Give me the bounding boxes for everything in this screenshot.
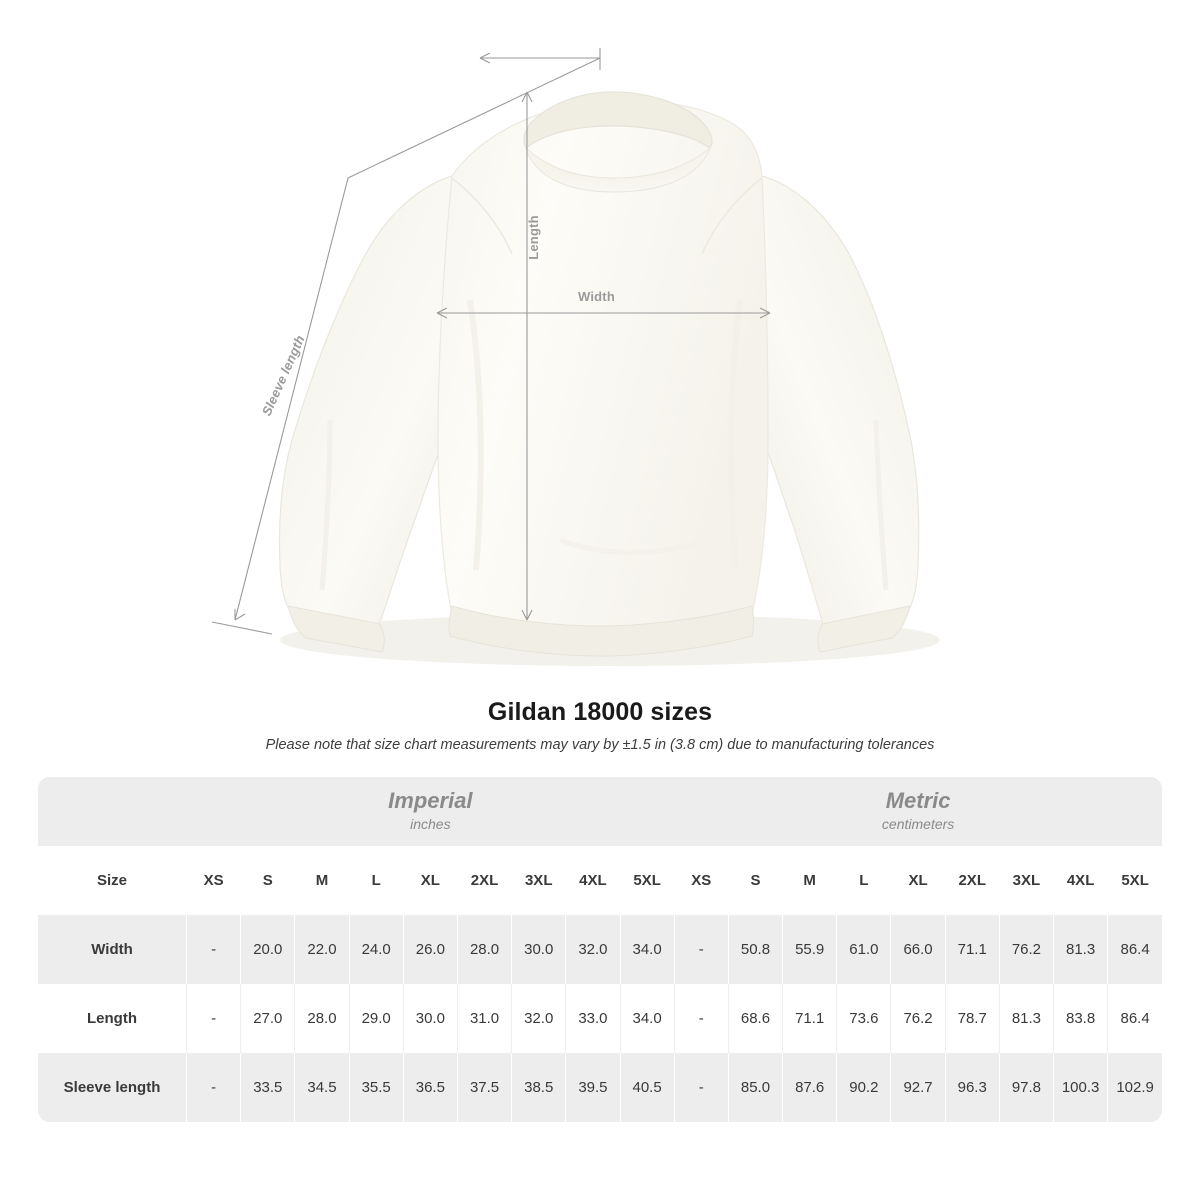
cell-sleeve-metric-5xl: 102.9 bbox=[1108, 1053, 1162, 1122]
cell-sleeve-metric-l: 90.2 bbox=[837, 1053, 891, 1122]
cell-sleeve-imperial-s: 33.5 bbox=[241, 1053, 295, 1122]
size-header-imperial-4xl: 4XL bbox=[566, 846, 620, 915]
cell-length-imperial-xs: - bbox=[187, 984, 241, 1053]
cell-width-imperial-2xl: 28.0 bbox=[457, 915, 511, 984]
size-header-imperial-s: S bbox=[241, 846, 295, 915]
size-header-metric-l: L bbox=[837, 846, 891, 915]
size-header-imperial-3xl: 3XL bbox=[512, 846, 566, 915]
cell-sleeve-metric-4xl: 100.3 bbox=[1054, 1053, 1108, 1122]
cell-length-imperial-4xl: 33.0 bbox=[566, 984, 620, 1053]
cell-width-imperial-4xl: 32.0 bbox=[566, 915, 620, 984]
cell-sleeve-imperial-4xl: 39.5 bbox=[566, 1053, 620, 1122]
cell-length-metric-2xl: 78.7 bbox=[945, 984, 999, 1053]
row-label-width: Width bbox=[38, 915, 187, 984]
cell-length-metric-xl: 76.2 bbox=[891, 984, 945, 1053]
unit-imperial bbox=[187, 777, 675, 846]
cell-width-metric-3xl: 76.2 bbox=[999, 915, 1053, 984]
size-header-imperial-5xl: 5XL bbox=[620, 846, 674, 915]
cell-width-imperial-l: 24.0 bbox=[349, 915, 403, 984]
cell-sleeve-imperial-5xl: 40.5 bbox=[620, 1053, 674, 1122]
cell-sleeve-metric-xl: 92.7 bbox=[891, 1053, 945, 1122]
guide-label-length: Length bbox=[525, 215, 541, 260]
cell-length-imperial-3xl: 32.0 bbox=[512, 984, 566, 1053]
cell-sleeve-imperial-m: 34.5 bbox=[295, 1053, 349, 1122]
cell-sleeve-metric-s: 85.0 bbox=[728, 1053, 782, 1122]
size-header-imperial-l: L bbox=[349, 846, 403, 915]
cell-length-metric-s: 68.6 bbox=[728, 984, 782, 1053]
table-row bbox=[38, 1053, 1162, 1122]
cell-sleeve-imperial-xs: - bbox=[187, 1053, 241, 1122]
cell-sleeve-metric-xs: - bbox=[674, 1053, 728, 1122]
size-header-metric-s: S bbox=[728, 846, 782, 915]
size-header-imperial-xs: XS bbox=[187, 846, 241, 915]
unit-metric bbox=[674, 777, 1162, 846]
size-header-imperial-xl: XL bbox=[403, 846, 457, 915]
cell-length-imperial-l: 29.0 bbox=[349, 984, 403, 1053]
unit-spacer bbox=[38, 777, 187, 846]
unit-header-row bbox=[38, 777, 1162, 846]
cell-width-metric-2xl: 71.1 bbox=[945, 915, 999, 984]
cell-length-imperial-2xl: 31.0 bbox=[457, 984, 511, 1053]
size-header-metric-m: M bbox=[783, 846, 837, 915]
guide-label-width: Width bbox=[578, 289, 615, 304]
cell-sleeve-imperial-2xl: 37.5 bbox=[457, 1053, 511, 1122]
cell-width-imperial-s: 20.0 bbox=[241, 915, 295, 984]
cell-width-imperial-3xl: 30.0 bbox=[512, 915, 566, 984]
table-row bbox=[38, 915, 1162, 984]
cell-length-metric-5xl: 86.4 bbox=[1108, 984, 1162, 1053]
tolerance-note: Please note that size chart measurements may vary by ±1.5 in (3.8 cm) due to manufacturing tolerances bbox=[265, 737, 935, 753]
unit-metric-subtitle: centimeters bbox=[881, 815, 955, 832]
size-chart-table bbox=[38, 777, 1162, 1122]
cell-width-metric-s: 50.8 bbox=[728, 915, 782, 984]
cell-width-imperial-xs: - bbox=[187, 915, 241, 984]
page-title: Gildan 18000 sizes bbox=[487, 698, 713, 726]
row-label-sleeve-length: Sleeve length bbox=[38, 1053, 187, 1122]
unit-imperial-title: Imperial bbox=[388, 788, 473, 814]
size-header-metric-4xl: 4XL bbox=[1054, 846, 1108, 915]
size-chart-table-wrapper bbox=[38, 777, 1162, 1122]
cell-length-imperial-5xl: 34.0 bbox=[620, 984, 674, 1053]
cell-width-imperial-m: 22.0 bbox=[295, 915, 349, 984]
cell-length-imperial-s: 27.0 bbox=[241, 984, 295, 1053]
row-label-length: Length bbox=[38, 984, 187, 1053]
guide-label-sleeve-length: Sleeve length bbox=[258, 332, 308, 419]
size-header-cell: Size bbox=[38, 846, 187, 915]
cell-length-metric-l: 73.6 bbox=[837, 984, 891, 1053]
size-header-metric-5xl: 5XL bbox=[1108, 846, 1162, 915]
cell-length-imperial-m: 28.0 bbox=[295, 984, 349, 1053]
unit-metric-title: Metric bbox=[885, 788, 951, 814]
cell-width-metric-5xl: 86.4 bbox=[1108, 915, 1162, 984]
unit-imperial-subtitle: inches bbox=[410, 815, 451, 832]
size-header-metric-xl: XL bbox=[891, 846, 945, 915]
cell-width-metric-l: 61.0 bbox=[837, 915, 891, 984]
size-header-metric-3xl: 3XL bbox=[999, 846, 1053, 915]
cell-width-metric-xl: 66.0 bbox=[891, 915, 945, 984]
cell-sleeve-imperial-xl: 36.5 bbox=[403, 1053, 457, 1122]
title-block bbox=[0, 690, 1200, 753]
cell-width-metric-m: 55.9 bbox=[783, 915, 837, 984]
size-header-metric-2xl: 2XL bbox=[945, 846, 999, 915]
size-header-row bbox=[38, 846, 1162, 915]
size-header-metric-xs: XS bbox=[674, 846, 728, 915]
cell-sleeve-imperial-3xl: 38.5 bbox=[512, 1053, 566, 1122]
cell-width-metric-4xl: 81.3 bbox=[1054, 915, 1108, 984]
size-header-imperial-2xl: 2XL bbox=[457, 846, 511, 915]
cell-length-metric-xs: - bbox=[674, 984, 728, 1053]
cell-width-imperial-5xl: 34.0 bbox=[620, 915, 674, 984]
cell-sleeve-imperial-l: 35.5 bbox=[349, 1053, 403, 1122]
cell-length-metric-m: 71.1 bbox=[783, 984, 837, 1053]
cell-length-metric-3xl: 81.3 bbox=[999, 984, 1053, 1053]
size-header-imperial-m: M bbox=[295, 846, 349, 915]
cell-width-metric-xs: - bbox=[674, 915, 728, 984]
cell-sleeve-metric-2xl: 96.3 bbox=[945, 1053, 999, 1122]
cell-width-imperial-xl: 26.0 bbox=[403, 915, 457, 984]
table-row bbox=[38, 984, 1162, 1053]
cell-sleeve-metric-3xl: 97.8 bbox=[999, 1053, 1053, 1122]
cell-length-imperial-xl: 30.0 bbox=[403, 984, 457, 1053]
cell-sleeve-metric-m: 87.6 bbox=[783, 1053, 837, 1122]
cell-length-metric-4xl: 83.8 bbox=[1054, 984, 1108, 1053]
